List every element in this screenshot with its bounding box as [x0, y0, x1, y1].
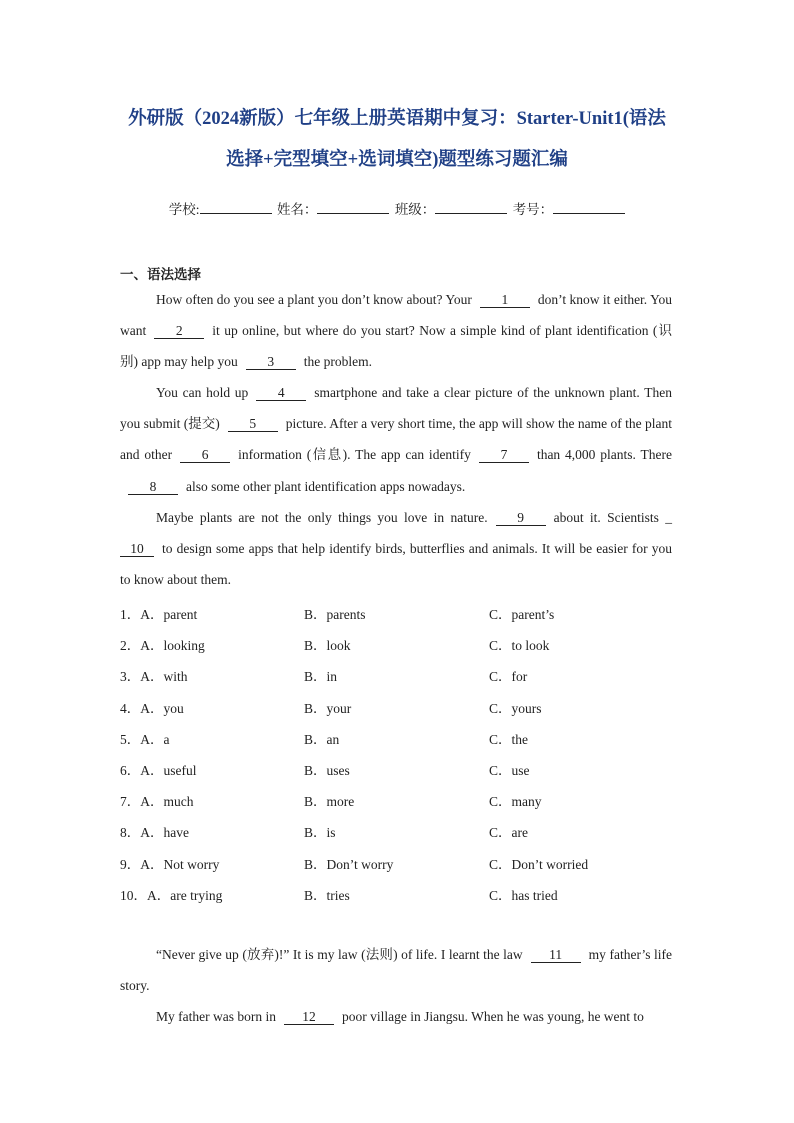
- blank-11[interactable]: 11: [531, 948, 581, 963]
- option-row: [120, 665, 680, 685]
- option-b[interactable]: B．look: [304, 638, 351, 654]
- option-a[interactable]: 2．A．looking: [120, 638, 205, 654]
- document-title-line1: 外研版（2024新版）七年级上册英语期中复习：Starter-Unit1(语法: [128, 109, 666, 129]
- blank-2[interactable]: 2: [154, 324, 204, 339]
- option-row: [120, 728, 680, 748]
- name-label: 姓名：: [276, 202, 318, 217]
- option-c[interactable]: C．yours: [489, 700, 542, 716]
- passage1-paragraph3: Maybe plants are not the only things you love in nature. 9 about it. Scientists _10 to design some apps that help identify birds, butterflies and animals. It will be easier for you to know about them.: [120, 510, 673, 588]
- option-row: [120, 697, 680, 717]
- option-b[interactable]: B．more: [304, 794, 355, 810]
- option-row: [120, 821, 680, 841]
- option-row: [120, 603, 680, 623]
- option-b[interactable]: B．is: [304, 825, 336, 841]
- option-b[interactable]: B．an: [304, 731, 340, 747]
- school-label: 学校:: [168, 202, 200, 217]
- option-a[interactable]: 7．A．much: [120, 794, 194, 810]
- option-c[interactable]: C．to look: [489, 638, 550, 654]
- option-b[interactable]: B．your: [304, 700, 352, 716]
- passage1-paragraph1: How often do you see a plant you don’t know about? Your 1 don’t know it either. You want 2 it up online, but where do you start? Now a simple kind of plant identification (识别) app may help you 3 the problem.: [120, 292, 672, 370]
- class-field[interactable]: [435, 201, 507, 214]
- option-a[interactable]: 10．A．are trying: [120, 887, 223, 903]
- option-c[interactable]: C．has tried: [489, 887, 558, 903]
- option-b[interactable]: B．Don’t worry: [304, 856, 394, 872]
- option-a[interactable]: 8．A．have: [120, 825, 189, 841]
- school-field[interactable]: [200, 201, 272, 214]
- option-b[interactable]: B．tries: [304, 887, 350, 903]
- option-c[interactable]: C．the: [489, 731, 528, 747]
- blank-9[interactable]: 9: [496, 511, 546, 526]
- option-row: [120, 634, 680, 654]
- passage1-paragraph2: You can hold up 4 smartphone and take a clear picture of the unknown plant. Then you submit (提交) 5 picture. After a very short time, the app will show the name of the plant and other 6 information (信息). The app can identify 7 than 4,000 plants. There8 also some other plant identification apps nowadays.: [120, 385, 672, 494]
- option-c[interactable]: C．use: [489, 763, 530, 778]
- blank-5[interactable]: 5: [228, 417, 278, 432]
- option-row: [120, 884, 680, 904]
- option-a[interactable]: 5．A．a: [120, 731, 170, 747]
- blank-6[interactable]: 6: [180, 448, 230, 463]
- option-row: [120, 759, 680, 779]
- option-a[interactable]: 6．A．useful: [120, 763, 197, 778]
- name-field[interactable]: [317, 201, 389, 214]
- document-title-line2: 选择+完型填空+选词填空)题型练习题汇编: [226, 150, 568, 170]
- blank-10[interactable]: 10: [120, 542, 154, 557]
- blank-4[interactable]: 4: [256, 386, 306, 401]
- option-c[interactable]: C．Don’t worried: [489, 856, 589, 872]
- option-c[interactable]: C．for: [489, 669, 528, 685]
- option-c[interactable]: C．many: [489, 794, 542, 810]
- number-label: 考号：: [512, 202, 554, 217]
- option-c[interactable]: C．parent’s: [489, 607, 555, 622]
- blank-7[interactable]: 7: [479, 448, 529, 463]
- option-a[interactable]: 9．A．Not worry: [120, 856, 220, 872]
- option-b[interactable]: B．in: [304, 669, 338, 685]
- option-a[interactable]: 4．A．you: [120, 700, 184, 716]
- option-b[interactable]: B．uses: [304, 763, 350, 778]
- student-info-line: [0, 200, 794, 220]
- blank-8[interactable]: 8: [128, 480, 178, 495]
- passage2-paragraph2: My father was born in 12 poor village in Jiangsu. When he was young, he went to: [156, 1009, 644, 1024]
- option-b[interactable]: B．parents: [304, 607, 366, 622]
- blank-12[interactable]: 12: [284, 1010, 334, 1025]
- number-field[interactable]: [553, 201, 625, 214]
- option-a[interactable]: 3．A．with: [120, 669, 188, 685]
- option-row: [120, 853, 680, 873]
- blank-1[interactable]: 1: [480, 293, 530, 308]
- class-label: 班级：: [394, 202, 436, 217]
- option-c[interactable]: C．are: [489, 825, 528, 841]
- section-heading-grammar: 一、语法选择: [120, 267, 201, 283]
- option-row: [120, 790, 680, 810]
- passage2-paragraph1: “Never give up (放弃)!” It is my law (法则) of life. I learnt the law 11 my father’s life story.: [120, 947, 672, 994]
- option-a[interactable]: 1．A．parent: [120, 607, 198, 622]
- blank-3[interactable]: 3: [246, 355, 296, 370]
